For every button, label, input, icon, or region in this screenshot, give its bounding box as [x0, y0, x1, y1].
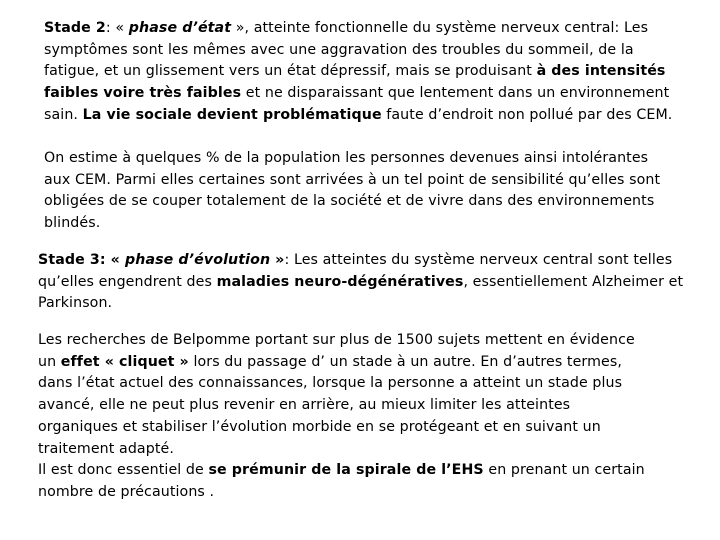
ratchet-effect-emphasis: effet « cliquet » — [60, 353, 189, 370]
stade-3-text: qu’elles engendrent des — [38, 273, 217, 290]
stade-2-line-2: symptômes sont les mêmes avec une aggravation des troubles du sommeil, de la — [44, 41, 634, 58]
phase-etat-term: phase d’état — [128, 20, 232, 36]
research-text: un — [38, 353, 61, 370]
estimate-line-1: On estime à quelques % de la population les personnes devenues ainsi intolérantes — [44, 150, 649, 166]
estimate-paragraph — [44, 148, 694, 235]
quote-close: » — [270, 252, 285, 268]
stade-3-label: Stade 3: « — [38, 252, 125, 268]
stade-2-text: faute d’endroit non pollué par des CEM. — [381, 106, 673, 123]
quote-open: : « — [105, 20, 129, 36]
stade-2-text: fatigue, et un glissement vers un état dépressif, mais se produisant — [44, 63, 537, 80]
research-line-6: traitement adapté. — [38, 440, 174, 457]
phase-evolution-term: phase d’évolution — [124, 252, 271, 268]
stade-3-line-1 — [38, 250, 698, 272]
stade-3-line-2 — [38, 272, 698, 294]
social-life-emphasis: La vie sociale devient problématique — [82, 106, 382, 123]
conclusion-text: en prenant un certain — [483, 462, 645, 478]
conclusion-line-1 — [38, 460, 698, 482]
stade-2-paragraph — [44, 18, 684, 127]
research-line-3: dans l’état actuel des connaissances, lorsque la personne a atteint un stade plus — [38, 375, 623, 392]
research-line-2 — [38, 352, 698, 374]
stade-2-line-4 — [44, 83, 684, 105]
conclusion-line-2: nombre de précautions . — [38, 483, 215, 500]
stade-3-line-3: Parkinson. — [38, 295, 113, 312]
stade-3-text: : Les atteintes du système nerveux central sont telles — [284, 252, 673, 268]
stade-3-text: , essentiellement Alzheimer et — [463, 273, 684, 290]
stade-2-line-5 — [44, 105, 684, 127]
conclusion-text: Il est donc essentiel de — [38, 462, 209, 478]
stade-2-line-3 — [44, 61, 684, 83]
intensity-emphasis: à des intensités — [536, 63, 666, 80]
research-line-5: organiques et stabiliser l’évolution morbide en se protégeant et en suivant un — [38, 418, 601, 435]
research-line-1: Les recherches de Belpomme portant sur plus de 1500 sujets mettent en évidence — [38, 332, 635, 348]
stade-2-text: et ne disparaissant que lentement dans un environnement — [241, 85, 670, 102]
stade-2-text: », atteinte fonctionnelle du système nerveux central: Les — [231, 20, 649, 36]
estimate-line-4: blindés. — [44, 215, 101, 232]
intensity-emphasis-cont: faibles voire très faibles — [44, 85, 242, 102]
research-text: lors du passage d’ un stade à un autre. En d’autres termes, — [188, 353, 622, 370]
stade-2-line-1 — [44, 18, 684, 40]
estimate-line-2: aux CEM. Parmi elles certaines sont arrivées à un tel point de sensibilité qu’elles sont — [44, 171, 661, 188]
research-line-4: avancé, elle ne peut plus revenir en arrière, au mieux limiter les atteintes — [38, 397, 571, 414]
stade-3-paragraph — [38, 250, 698, 315]
stade-2-label: Stade 2 — [44, 20, 106, 36]
ehs-spiral-emphasis: se prémunir de la spirale de l’EHS — [208, 462, 484, 478]
estimate-line-3: obligées de se couper totalement de la société et de vivre dans des environnements — [44, 193, 655, 210]
conclusion-paragraph — [38, 460, 698, 503]
stade-2-text: sain. — [44, 106, 83, 123]
neuro-diseases-emphasis: maladies neuro-dégénératives — [216, 273, 464, 290]
research-paragraph — [38, 330, 698, 460]
